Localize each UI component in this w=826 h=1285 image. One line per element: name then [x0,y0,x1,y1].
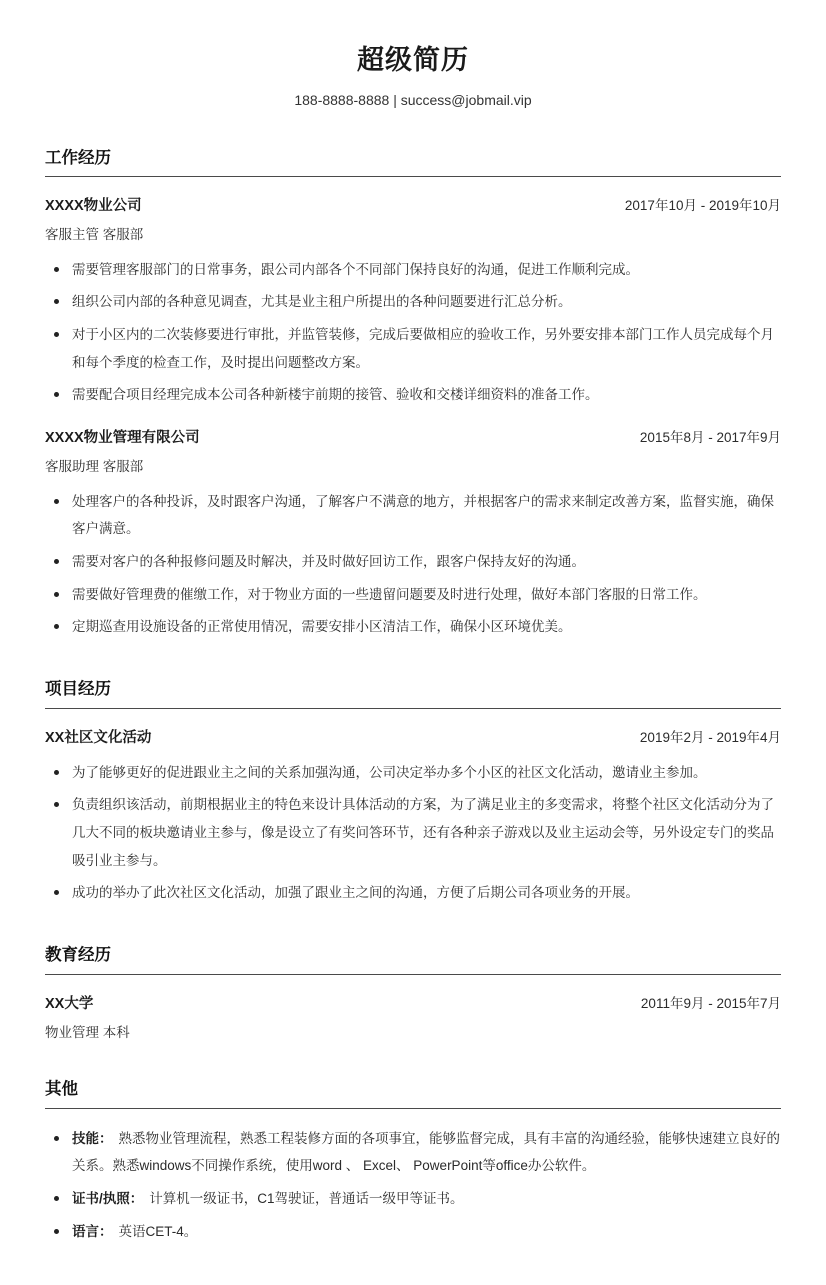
list-item [45,791,781,874]
section-heading-education: 教育经历 [45,945,781,975]
date-range: 2011年9月 - 2015年7月 [640,995,781,1011]
bullet-icon [54,624,59,629]
list-item [45,759,781,787]
entry-header [45,726,781,747]
bullet-text: 对于小区内的二次装修要进行审批，并监管装修，完成后要做相应的验收工作，另外要安排本部门工作人员完成每个月和每个季度的检查工作，及时提出问题整改方案。 [72,327,774,370]
language-text: 英语CET-4。 [118,1223,198,1239]
list-item [45,613,781,641]
entry-header [45,194,781,215]
bullet-text [72,1218,781,1246]
bullet-icon [54,332,59,337]
list-item [45,488,781,543]
list-item [45,381,781,409]
bullet-icon [54,1136,59,1141]
bullet-icon [54,1196,59,1201]
list-item [45,581,781,609]
bullet-icon [54,802,59,807]
school-name: XX大学 [45,995,94,1012]
page-title: 超级简历 [357,45,469,75]
bullet-icon [54,392,59,397]
list-item [45,288,781,316]
list-item [45,1125,781,1180]
language-label: 语言： [72,1223,113,1239]
certificate-label: 证书/执照： [72,1191,144,1207]
bullet-icon [54,499,59,504]
date-range: 2017年10月 - 2019年10月 [624,198,781,214]
bullet-list [45,1125,781,1246]
work-entry [45,194,781,409]
date-range: 2015年8月 - 2017年9月 [639,430,781,446]
bullet-text: 需要做好管理费的催缴工作，对于物业方面的一些遗留问题要及时进行处理，做好本部门客服的日常工作。 [72,586,707,602]
date-range: 2019年2月 - 2019年4月 [639,729,781,745]
work-entry [45,426,781,641]
bullet-text: 负责组织该活动，前期根据业主的特色来设计具体活动的方案，为了满足业主的多变需求，将整个社区文化活动分为了几大不同的板块邀请业主参与，像是设立了有奖问答环节，还有各种亲子游戏以及业主运动会等，另外设定专门的奖品吸引业主参与。 [72,797,774,868]
section-heading-project: 项目经历 [45,679,781,709]
project-entry [45,726,781,907]
bullet-text: 定期巡查用设施设备的正常使用情况，需要安排小区清洁工作，确保小区环境优美。 [72,619,572,635]
bullet-text: 需要配合项目经理完成本公司各种新楼宇前期的接管、验收和交楼详细资料的准备工作。 [72,387,599,403]
company-name: XXXX物业管理有限公司 [45,430,200,447]
list-item [45,321,781,376]
company-name: XXXX物业公司 [45,198,142,215]
section-heading-work: 工作经历 [45,148,781,178]
bullet-icon [54,1229,59,1234]
bullet-icon [54,559,59,564]
list-item [45,1185,781,1213]
education-entry [45,992,781,1042]
major-degree: 物业管理 本科 [45,1024,130,1040]
job-title: 客服主管 客服部 [45,227,144,243]
bullet-list [45,759,781,907]
list-item [45,1218,781,1246]
contact-info: 188-8888-8888 | success@jobmail.vip [294,92,532,109]
entry-header [45,992,781,1013]
bullet-icon [54,267,59,272]
section-project-experience [45,679,781,907]
bullet-text [72,1125,781,1180]
bullet-list [45,488,781,641]
bullet-list [45,256,781,409]
section-work-experience [45,148,781,641]
skill-label: 技能： [72,1130,113,1146]
list-item [45,256,781,284]
bullet-text: 需要管理客服部门的日常事务，跟公司内部各个不同部门保持良好的沟通，促进工作顺利完成。 [72,261,639,277]
bullet-icon [54,770,59,775]
section-heading-other: 其他 [45,1079,781,1109]
project-name: XX社区文化活动 [45,729,152,746]
bullet-text: 处理客户的各种投诉，及时跟客户沟通，了解客户不满意的地方，并根据客户的需求来制定改善方案，监督实施，确保客户满意。 [72,493,774,537]
bullet-text: 组织公司内部的各种意见调查，尤其是业主租户所提出的各种问题要进行汇总分析。 [72,294,572,310]
entry-header [45,426,781,447]
bullet-icon [54,890,59,895]
section-other [45,1079,781,1245]
skill-text: 熟悉物业管理流程，熟悉工程装修方面的各项事宜，能够监督完成，具有丰富的沟通经验，能够快速建立良好的关系。熟悉windows不同操作系统，使用word 、 Excel、 PowerPoint等office办公软件。 [72,1130,780,1174]
bullet-text: 为了能够更好的促进跟业主之间的关系加强沟通，公司决定举办多个小区的社区文化活动，邀请业主参加。 [72,764,707,780]
bullet-text: 需要对客户的各种报修问题及时解决，并及时做好回访工作，跟客户保持友好的沟通。 [72,554,585,569]
section-education [45,945,781,1041]
bullet-icon [54,299,59,304]
list-item [45,548,781,576]
certificate-text: 计算机一级证书，C1驾驶证，普通话一级甲等证书。 [149,1191,464,1207]
list-item [45,879,781,907]
job-title: 客服助理 客服部 [45,459,144,475]
bullet-text: 成功的举办了此次社区文化活动，加强了跟业主之间的沟通，方便了后期公司各项业务的开展。 [72,885,639,901]
bullet-text [72,1185,781,1213]
bullet-icon [54,592,59,597]
